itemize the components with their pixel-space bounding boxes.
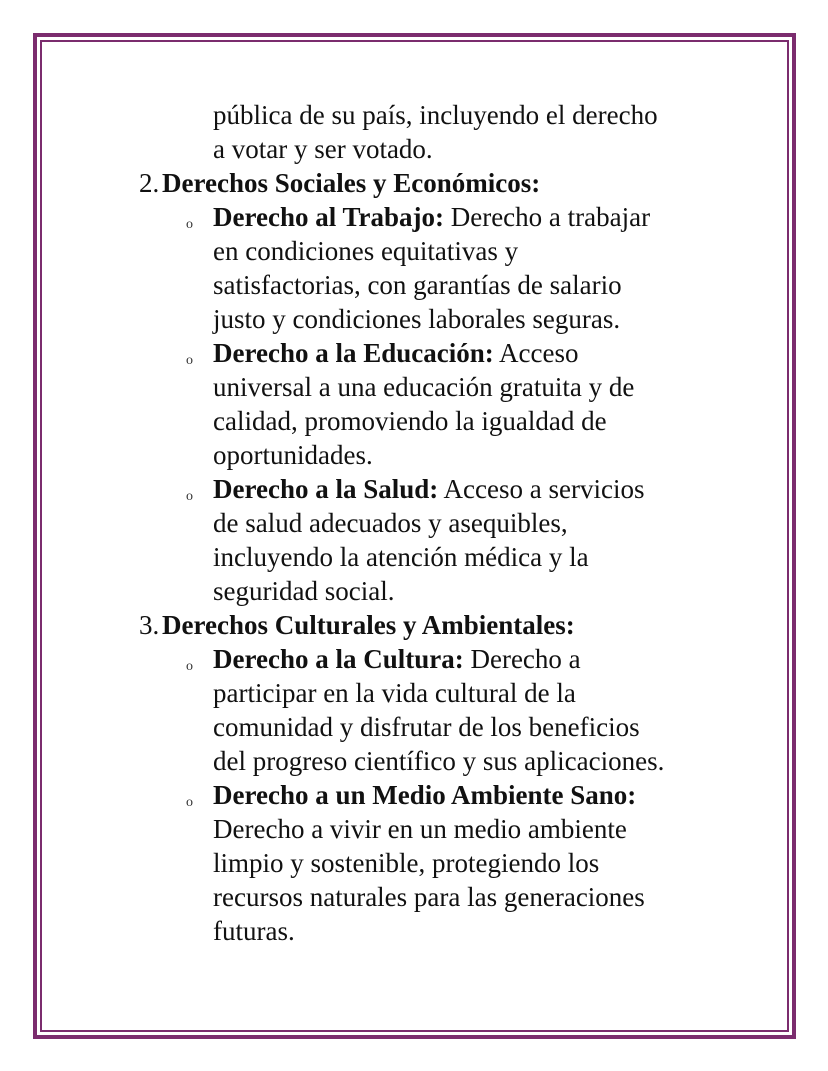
list-item-term: Derecho a la Cultura: [213, 644, 464, 674]
list-item-line: recursos naturales para las generaciones [213, 882, 645, 912]
list-item-first-line [213, 778, 636, 812]
continuation-line: pública de su país, incluyendo el derecho [213, 100, 658, 130]
list-item-line: Derecho a vivir en un medio ambiente [213, 814, 627, 844]
section-title [162, 166, 540, 200]
list-item-line: calidad, promoviendo la igualdad de [213, 406, 607, 436]
list-item-line: participar en la vida cultural de la [213, 678, 576, 708]
list-item-line: futuras. [213, 916, 295, 946]
list-item-line: oportunidades. [213, 440, 373, 470]
list-item-line: de salud adecuados y asequibles, [213, 508, 568, 538]
list-item-text: Acceso a servicios [443, 474, 645, 504]
list-item-line: del progreso científico y sus aplicaciones. [213, 746, 665, 776]
bullet-icon: o [186, 659, 193, 674]
section-title-text: Derechos Culturales y Ambientales: [162, 610, 575, 640]
list-item-text: Acceso [499, 338, 579, 368]
continuation-line: a votar y ser votado. [213, 134, 433, 164]
list-item-first-line [213, 200, 650, 234]
section-number: 2. [139, 168, 160, 198]
list-item-term: Derecho a la Educación: [213, 338, 494, 368]
bullet-icon: o [186, 217, 193, 232]
list-item-line: en condiciones equitativas y [213, 236, 519, 266]
section-title-text: Derechos Sociales y Económicos: [162, 168, 541, 198]
bullet-icon: o [186, 795, 193, 810]
section-number: 3. [139, 610, 160, 640]
list-item-first-line [213, 472, 644, 506]
list-item-line: universal a una educación gratuita y de [213, 372, 635, 402]
list-item-line: justo y condiciones laborales seguras. [213, 304, 621, 334]
list-item-line: seguridad social. [213, 576, 395, 606]
bullet-icon: o [186, 353, 193, 368]
list-item-line: incluyendo la atención médica y la [213, 542, 589, 572]
list-item-line: satisfactorias, con garantías de salario [213, 270, 622, 300]
list-item-term: Derecho al Trabajo: [213, 202, 444, 232]
list-item-line: comunidad y disfrutar de los beneficios [213, 712, 640, 742]
list-item-first-line [213, 336, 578, 370]
list-item-first-line [213, 642, 581, 676]
list-item-term: Derecho a la Salud: [213, 474, 439, 504]
section-title [162, 608, 575, 642]
list-item-term: Derecho a un Medio Ambiente Sano: [213, 780, 637, 810]
list-item-text: Derecho a trabajar [450, 202, 651, 232]
bullet-icon: o [186, 489, 193, 504]
list-item-text: Derecho a [470, 644, 581, 674]
list-item-line: limpio y sostenible, protegiendo los [213, 848, 600, 878]
